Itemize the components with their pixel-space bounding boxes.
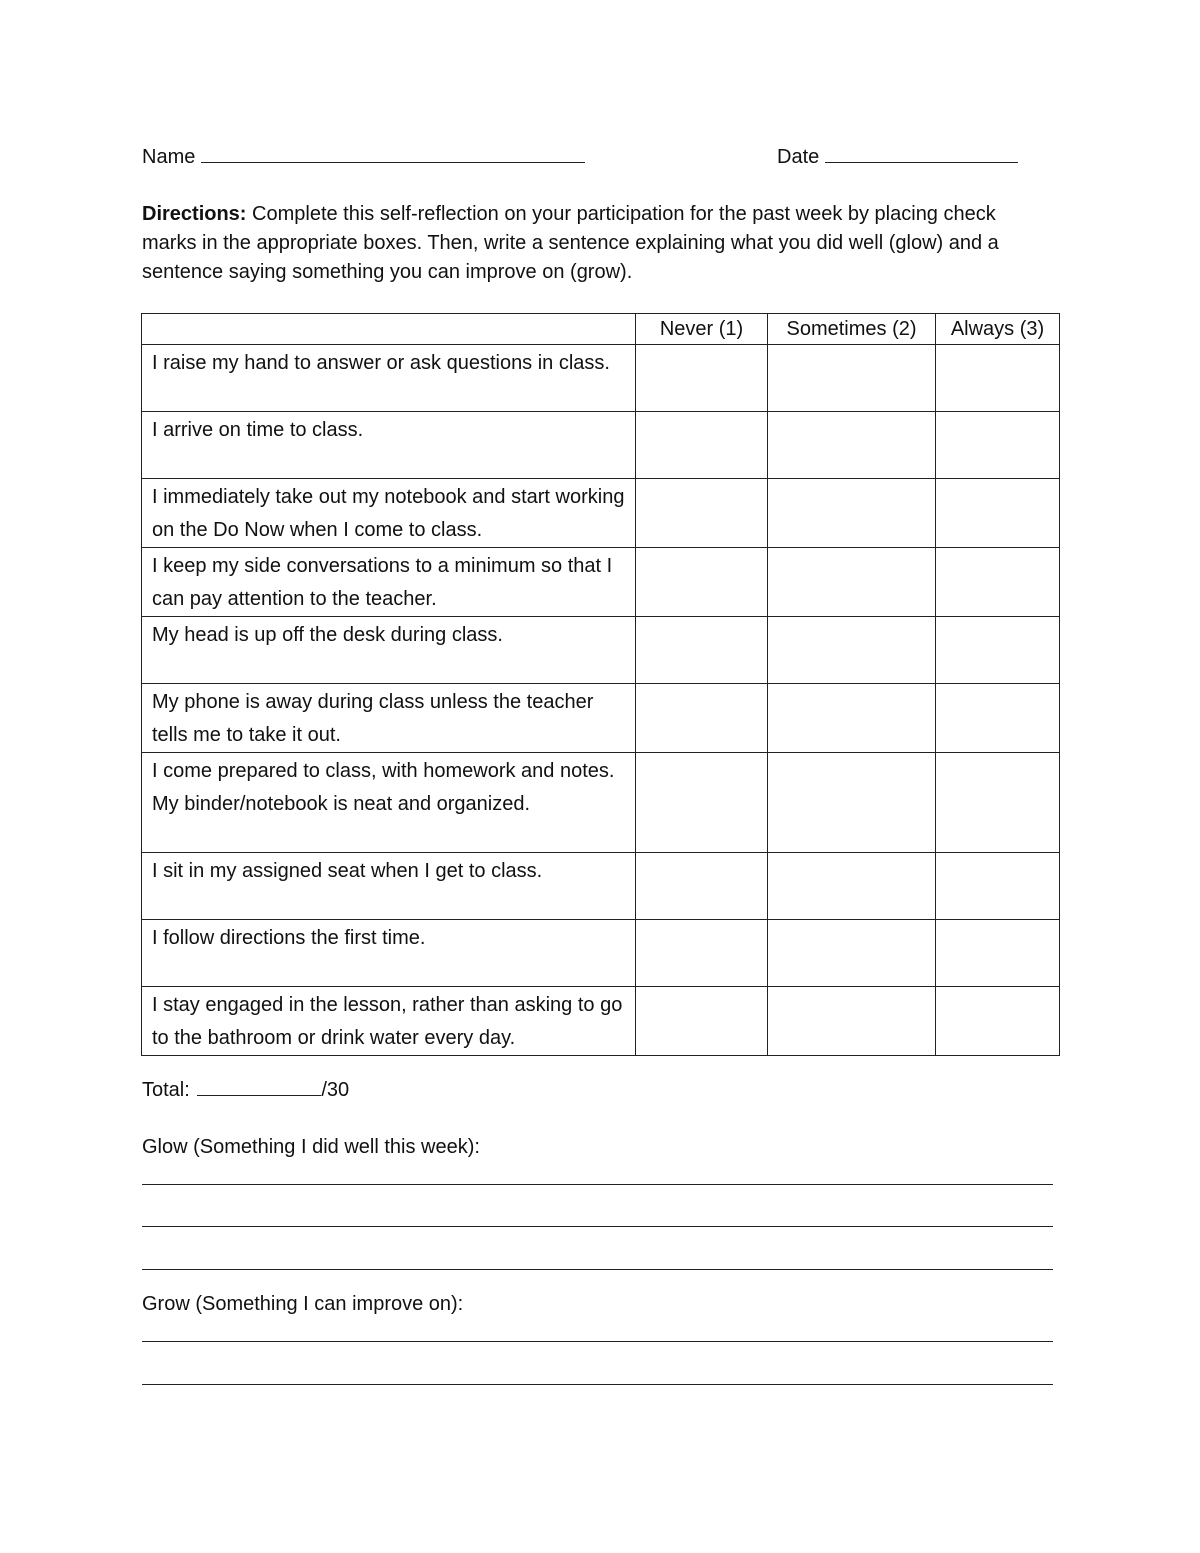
header-never: Never (1) [636, 314, 768, 345]
sometimes-checkbox-cell[interactable] [768, 920, 936, 987]
table-row [142, 920, 1060, 987]
never-checkbox-cell[interactable] [636, 920, 768, 987]
always-checkbox-cell[interactable] [936, 345, 1060, 412]
always-checkbox-cell[interactable] [936, 987, 1060, 1056]
total-suffix: /30 [321, 1079, 350, 1101]
sometimes-checkbox-cell[interactable] [768, 617, 936, 684]
never-checkbox-cell[interactable] [636, 345, 768, 412]
always-checkbox-cell[interactable] [936, 684, 1060, 753]
always-checkbox-cell[interactable] [936, 853, 1060, 920]
always-checkbox-cell[interactable] [936, 617, 1060, 684]
table-row [142, 548, 1060, 617]
sometimes-checkbox-cell[interactable] [768, 853, 936, 920]
sometimes-checkbox-cell[interactable] [768, 412, 936, 479]
sometimes-checkbox-cell[interactable] [768, 479, 936, 548]
never-checkbox-cell[interactable] [636, 684, 768, 753]
sometimes-checkbox-cell[interactable] [768, 753, 936, 853]
statement-cell: I immediately take out my notebook and start working on the Do Now when I come to class. [142, 479, 636, 548]
self-reflection-table [141, 313, 1060, 1056]
always-checkbox-cell[interactable] [936, 920, 1060, 987]
grow-label: Grow (Something I can improve on): [142, 1293, 464, 1315]
date-line [777, 144, 1018, 169]
total-label: Total: [142, 1079, 190, 1101]
statement-cell: My head is up off the desk during class. [142, 617, 636, 684]
statement-cell: I raise my hand to answer or ask questions in class. [142, 345, 636, 412]
table-row [142, 617, 1060, 684]
always-checkbox-cell[interactable] [936, 753, 1060, 853]
never-checkbox-cell[interactable] [636, 548, 768, 617]
table-row [142, 987, 1060, 1056]
grow-write-line[interactable] [142, 1341, 1053, 1342]
never-checkbox-cell[interactable] [636, 753, 768, 853]
sometimes-checkbox-cell[interactable] [768, 345, 936, 412]
date-field[interactable] [825, 144, 1018, 163]
statement-cell: I arrive on time to class. [142, 412, 636, 479]
always-checkbox-cell[interactable] [936, 479, 1060, 548]
directions-label: Directions: [142, 203, 247, 225]
directions [142, 200, 1042, 287]
name-label: Name [142, 146, 196, 168]
name-field[interactable] [201, 144, 585, 163]
date-label: Date [777, 146, 820, 168]
always-checkbox-cell[interactable] [936, 412, 1060, 479]
statement-cell: My phone is away during class unless the teacher tells me to take it out. [142, 684, 636, 753]
never-checkbox-cell[interactable] [636, 987, 768, 1056]
table-row [142, 853, 1060, 920]
sometimes-checkbox-cell[interactable] [768, 684, 936, 753]
never-checkbox-cell[interactable] [636, 853, 768, 920]
glow-write-line[interactable] [142, 1269, 1053, 1270]
grow-write-line[interactable] [142, 1384, 1053, 1385]
header-always: Always (3) [936, 314, 1060, 345]
table-row [142, 479, 1060, 548]
table-row [142, 753, 1060, 853]
directions-text: Complete this self-reflection on your participation for the past week by placing check marks in the appropriate boxes. Then, write a sentence explaining what you did well (glow) and a sentence saying something you can improve on (grow). [142, 203, 999, 283]
table-header-row [142, 314, 1060, 345]
glow-label: Glow (Something I did well this week): [142, 1136, 480, 1158]
table-row [142, 345, 1060, 412]
header-sometimes: Sometimes (2) [768, 314, 936, 345]
name-line [142, 144, 585, 169]
table-row [142, 684, 1060, 753]
header-statement-cell [142, 314, 636, 345]
glow-write-line[interactable] [142, 1226, 1053, 1227]
never-checkbox-cell[interactable] [636, 479, 768, 548]
statement-cell: I stay engaged in the lesson, rather than asking to go to the bathroom or drink water every day. [142, 987, 636, 1056]
table-row [142, 412, 1060, 479]
never-checkbox-cell[interactable] [636, 412, 768, 479]
total-line [142, 1077, 349, 1102]
sometimes-checkbox-cell[interactable] [768, 987, 936, 1056]
glow-write-line[interactable] [142, 1184, 1053, 1185]
statement-cell: I keep my side conversations to a minimum so that I can pay attention to the teacher. [142, 548, 636, 617]
statement-cell: I sit in my assigned seat when I get to class. [142, 853, 636, 920]
sometimes-checkbox-cell[interactable] [768, 548, 936, 617]
total-field[interactable] [197, 1077, 321, 1096]
never-checkbox-cell[interactable] [636, 617, 768, 684]
always-checkbox-cell[interactable] [936, 548, 1060, 617]
statement-cell: I come prepared to class, with homework and notes. My binder/notebook is neat and organized. [142, 753, 636, 853]
statement-cell: I follow directions the first time. [142, 920, 636, 987]
